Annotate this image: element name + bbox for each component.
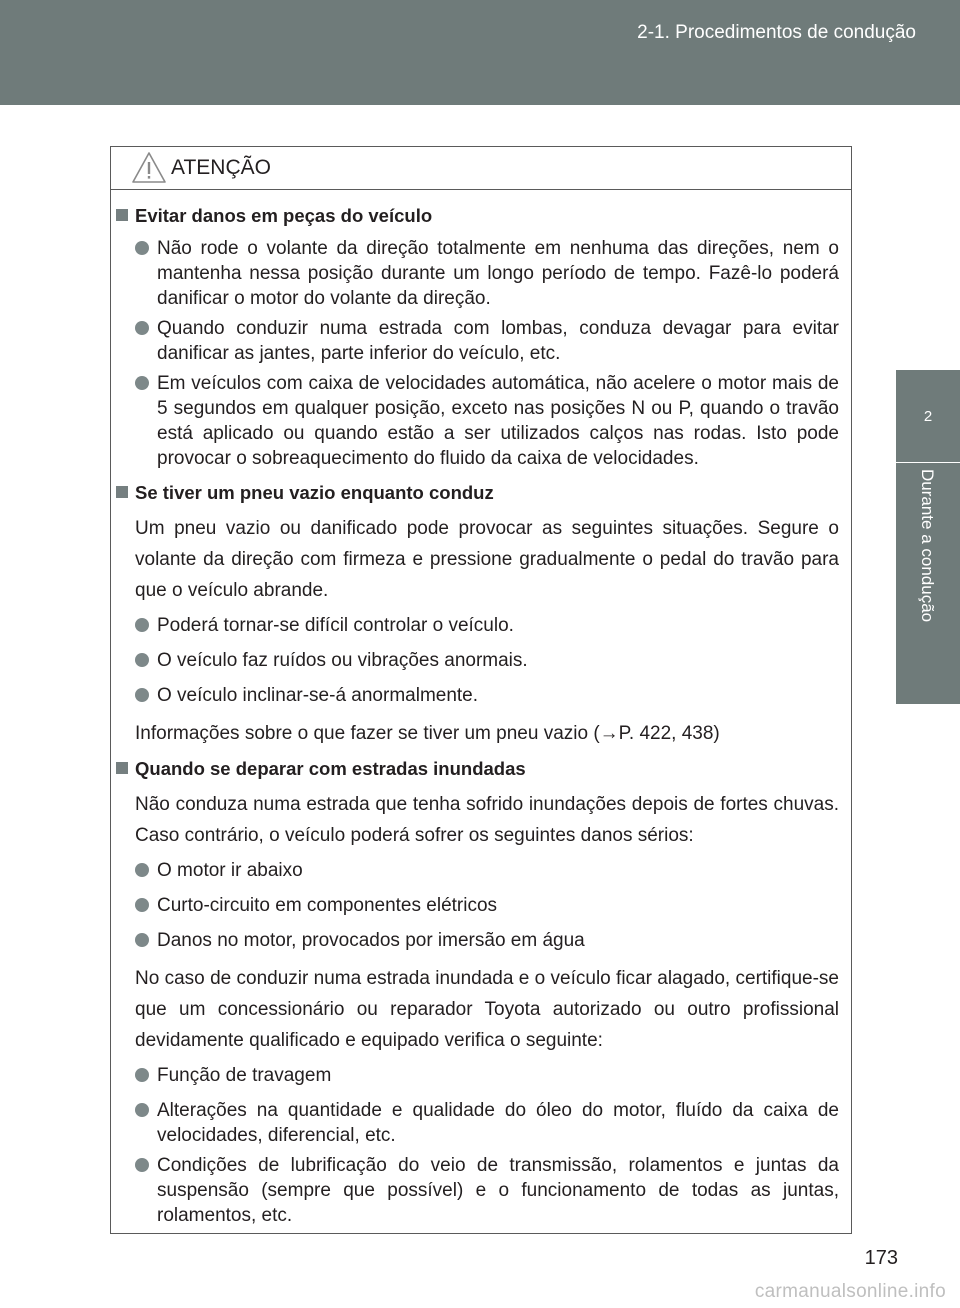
round-bullet-icon xyxy=(135,1068,149,1082)
paragraph: Informações sobre o que fazer se tiver um pneu vazio (→P. 422, 438) xyxy=(135,723,720,744)
list-item: Condições de lubrificação do veio de transmissão, rolamentos e juntas da suspensão (sempre que possível) e o funcionamento de todas as juntas, rolamentos, etc. xyxy=(111,1153,851,1228)
list-item: O veículo faz ruídos ou vibrações anormais. xyxy=(111,648,851,673)
round-bullet-icon xyxy=(135,321,149,335)
list-item: Não rode o volante da direção totalmente em nenhuma das direções, nem o mantenha nessa posição durante um longo período de tempo. Fazê-lo poderá danificar o motor do volante da direção. xyxy=(111,236,851,311)
round-bullet-icon xyxy=(135,688,149,702)
round-bullet-icon xyxy=(135,863,149,877)
list-item: Função de travagem xyxy=(111,1063,851,1088)
page-number: 173 xyxy=(864,1247,898,1269)
square-bullet-icon xyxy=(116,762,128,774)
round-bullet-icon xyxy=(135,376,149,390)
round-bullet-icon xyxy=(135,933,149,947)
caution-header xyxy=(111,147,851,190)
list-item: Poderá tornar-se difícil controlar o veículo. xyxy=(111,613,851,638)
warning-triangle-icon xyxy=(131,151,167,185)
round-bullet-icon xyxy=(135,1103,149,1117)
square-bullet-icon xyxy=(116,486,128,498)
square-bullet-icon xyxy=(116,209,128,221)
paragraph: Um pneu vazio ou danificado pode provocar as seguintes situações. Segure o volante da direção com firmeza e pressione gradualmente o pedal do travão para que o veículo abrande. xyxy=(135,518,839,601)
paragraph: No caso de conduzir numa estrada inundada e o veículo ficar alagado, certifique-se que um concessionário ou reparador Toyota autorizado ou outro profissional devidamente qualificado e equipado verifica o seguinte: xyxy=(135,968,839,1051)
list-item: Danos no motor, provocados por imersão em água xyxy=(111,928,851,953)
round-bullet-icon xyxy=(135,1158,149,1172)
round-bullet-icon xyxy=(135,898,149,912)
chapter-label-tab xyxy=(896,463,960,704)
chapter-number: 2 xyxy=(923,408,933,425)
watermark: carmanualsonline.info xyxy=(754,1281,946,1302)
page-header xyxy=(0,0,960,105)
chapter-label: Durante a condução xyxy=(918,469,937,623)
list-item: Em veículos com caixa de velocidades automática, não acelere o motor mais de 5 segundos em qualquer posição, exceto nas posições N ou P, quando o travão está aplicado ou quando estão a ser utilizados calços nas rodas. Isto pode provocar o sobreaquecimento do fluido da caixa de velocidades. xyxy=(111,371,851,471)
round-bullet-icon xyxy=(135,241,149,255)
paragraph: Não conduza numa estrada que tenha sofrido inundações depois de fortes chuvas. Caso contrário, o veículo poderá sofrer os seguintes danos sérios: xyxy=(135,794,839,846)
section-title: 2-1. Procedimentos de condução xyxy=(637,22,916,43)
round-bullet-icon xyxy=(135,618,149,632)
list-item: Quando conduzir numa estrada com lombas, conduza devagar para evitar danificar as jantes, parte inferior do veículo, etc. xyxy=(111,316,851,366)
section-heading: Se tiver um pneu vazio enquanto conduz xyxy=(111,480,851,505)
list-item: Alterações na quantidade e qualidade do óleo do motor, fluído da caixa de velocidades, diferencial, etc. xyxy=(111,1098,851,1148)
caution-content xyxy=(111,203,851,1233)
list-item: O motor ir abaixo xyxy=(111,858,851,883)
list-item: Curto-circuito em componentes elétricos xyxy=(111,893,851,918)
round-bullet-icon xyxy=(135,653,149,667)
caution-title: ATENÇÃO xyxy=(171,156,271,179)
chapter-tab xyxy=(896,370,960,462)
list-item: O veículo inclinar-se-á anormalmente. xyxy=(111,683,851,708)
section-heading: Evitar danos em peças do veículo xyxy=(111,203,851,228)
section-heading: Quando se deparar com estradas inundadas xyxy=(111,756,851,781)
caution-box xyxy=(110,146,852,1234)
